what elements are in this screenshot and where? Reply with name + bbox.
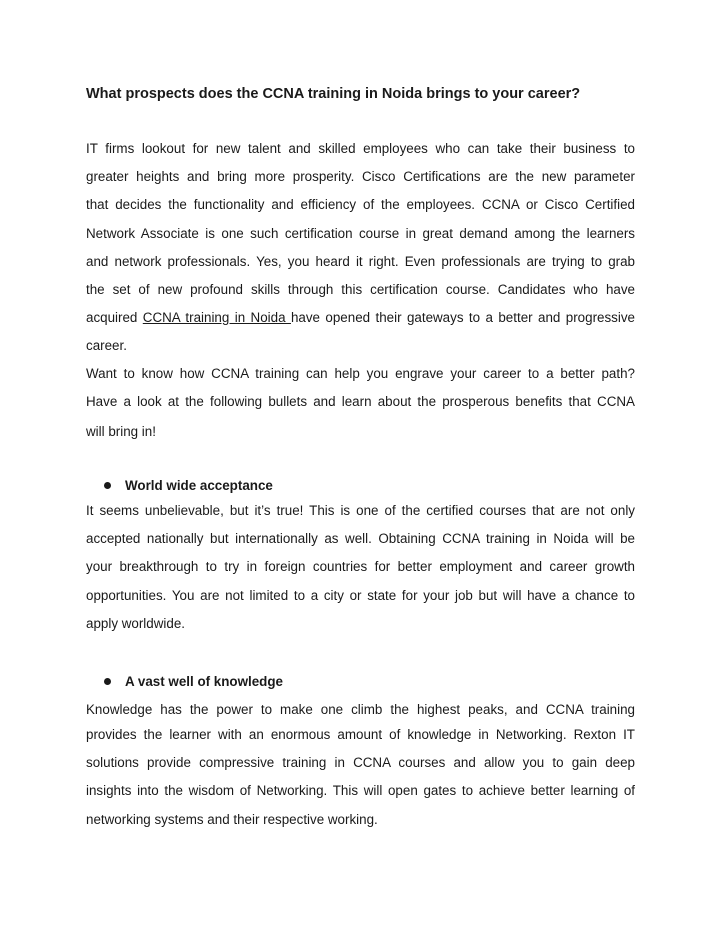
paragraph-line: opportunities. You are not limited to a city or state for your job but will have a chance to [86, 587, 635, 603]
paragraph-line: will bring in! [86, 424, 156, 440]
paragraph-line-with-link [86, 304, 635, 332]
paragraph-line: greater heights and bring more prosperity. Cisco Certifications are the new parameter [86, 169, 635, 185]
paragraph-line: accepted nationally but internationally as well. Obtaining CCNA training in Noida will be [86, 531, 635, 547]
section-paragraph-worldwide-acceptance [86, 497, 635, 638]
link-suffix: have opened their gateways to a better and progressive [290, 310, 635, 326]
second-paragraph [86, 360, 635, 447]
section-paragraph-vast-well-of-knowledge [86, 696, 635, 834]
intro-paragraph [86, 135, 635, 361]
bullet-label: World wide acceptance [125, 478, 273, 493]
page-title: What prospects does the CCNA training in Noida brings to your career? [86, 86, 581, 102]
bullet-label: A vast well of knowledge [125, 674, 283, 689]
paragraph-line: Knowledge has the power to make one climb the highest peaks, and CCNA training [86, 702, 635, 717]
paragraph-line: and network professionals. Yes, you heard it right. Even professionals are trying to grab [86, 253, 635, 269]
paragraph-line: Network Associate is one such certification course in great demand among the learners [86, 225, 635, 241]
paragraph-line: provides the learner with an enormous amount of knowledge in Networking. Rexton IT [86, 727, 635, 742]
paragraph-line: your breakthrough to try in foreign countries for better employment and career growth [86, 559, 635, 575]
bullet-icon [104, 678, 111, 685]
bullet-heading-worldwide-acceptance [104, 476, 273, 496]
paragraph-line: the set of new profound skills through this certification course. Candidates who have [86, 281, 635, 297]
paragraph-line: networking systems and their respective working. [86, 811, 378, 827]
paragraph-line: IT firms lookout for new talent and skilled employees who can take their business to [86, 141, 635, 156]
paragraph-line: apply worldwide. [86, 615, 185, 631]
bullet-icon [104, 482, 111, 489]
paragraph-line: insights into the wisdom of Networking. This will open gates to achieve better learning of [86, 783, 635, 799]
paragraph-line: career. [86, 338, 127, 354]
paragraph-line: Have a look at the following bullets and learn about the prosperous benefits that CCNA [86, 394, 635, 410]
ccna-training-noida-link[interactable]: CCNA training in Noida [142, 310, 291, 326]
paragraph-line: Want to know how CCNA training can help you engrave your career to a better path? [86, 366, 635, 381]
link-prefix: acquired [86, 310, 143, 326]
paragraph-line: solutions provide compressive training in CCNA courses and allow you to gain deep [86, 755, 635, 771]
bullet-heading-vast-well-of-knowledge [104, 672, 283, 692]
paragraph-line: It seems unbelievable, but it’s true! This is one of the certified courses that are not only [86, 503, 635, 518]
paragraph-line: that decides the functionality and efficiency of the employees. CCNA or Cisco Certified [86, 197, 635, 213]
